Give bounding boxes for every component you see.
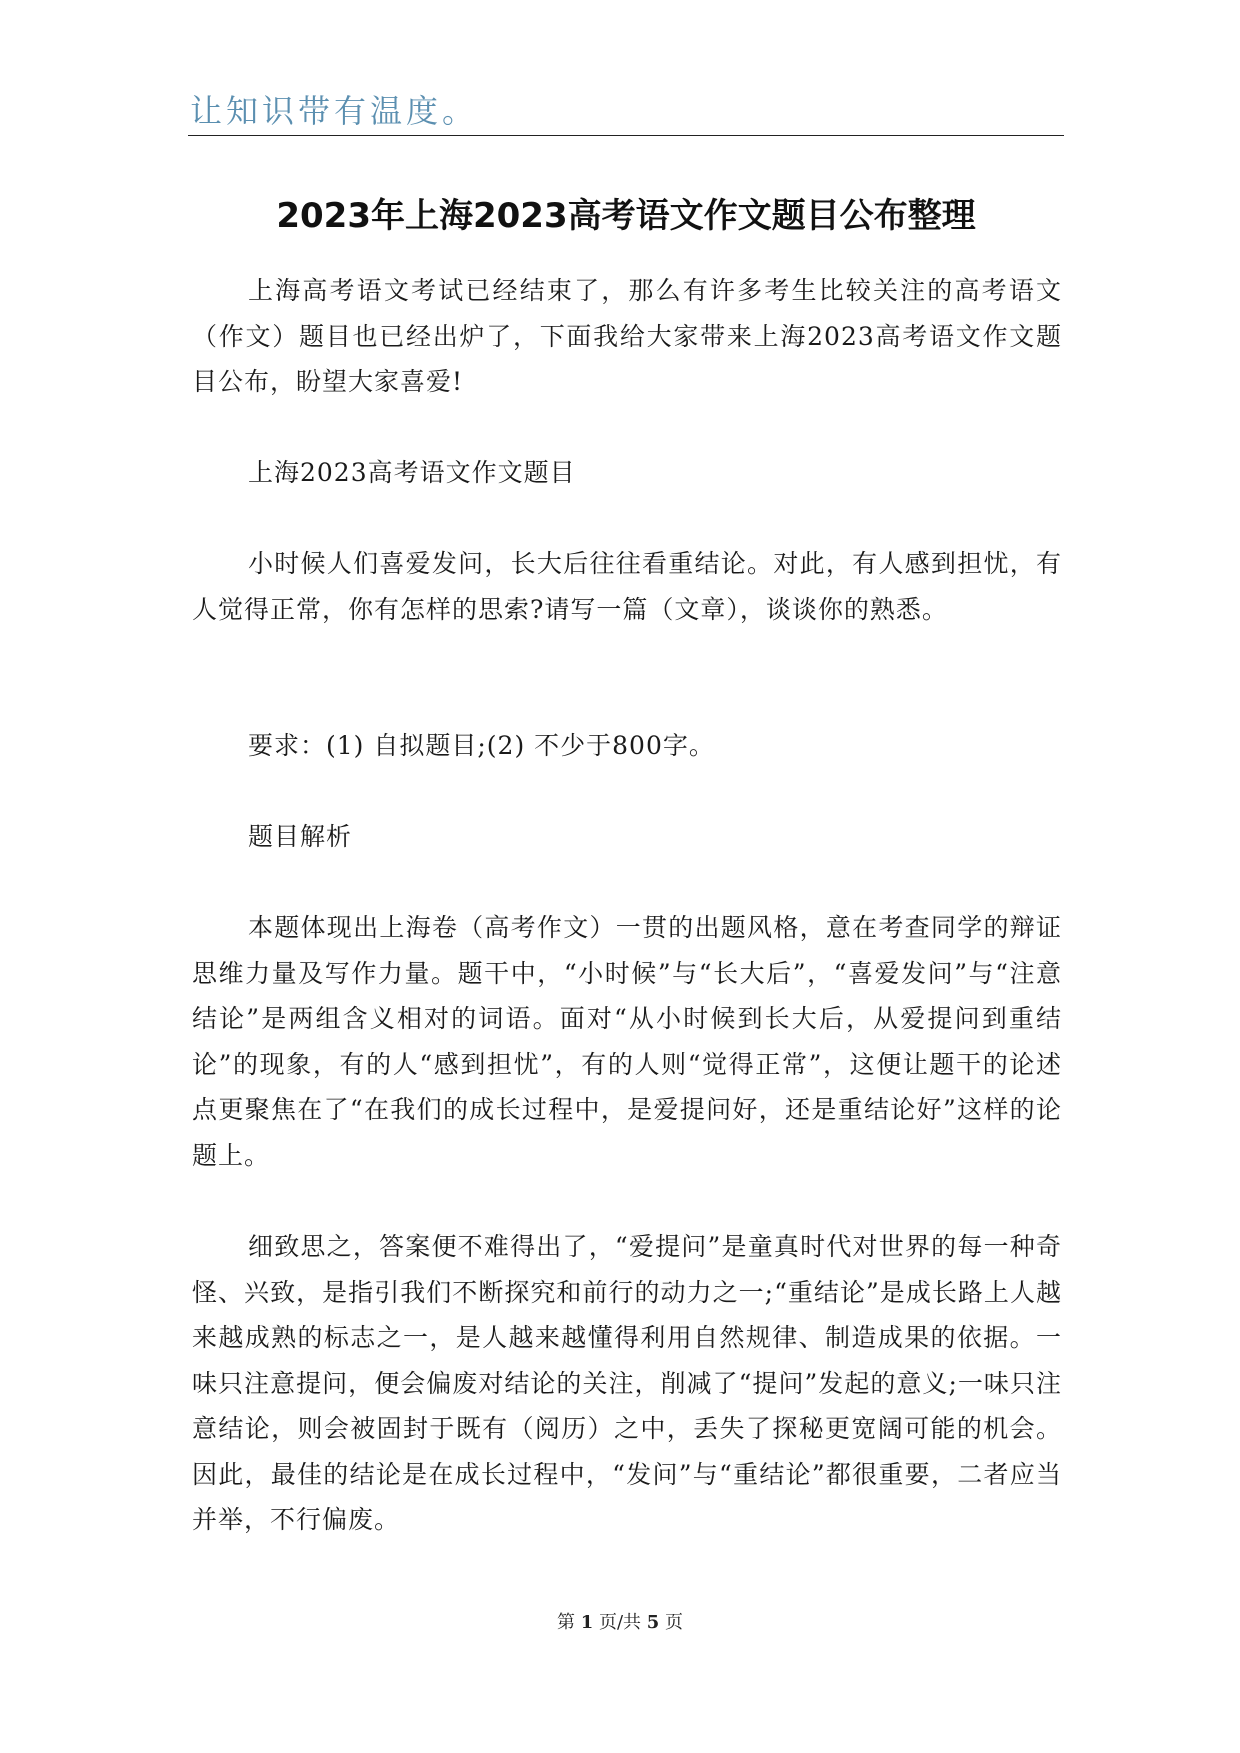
paragraph-analysis: 本题体现出上海卷（高考作文）一贯的出题风格，意在考查同学的辩证思维力量及写作力量。题干中，“小时候”与“长大后”，“喜爱发问”与“注意结论”是两组含义相对的词语。面对“从小时候到长大后，从爱提问到重结论”的现象，有的人“感到担忧”，有的人则“觉得正常”，这便让题干的论述点更聚焦在了“在我们的成长过程中，是爱提问好，还是重结论好”这样的论题上。	[192, 913, 1062, 1170]
footer-suffix: 页	[665, 1612, 684, 1633]
section-heading-prompt: 上海2023高考语文作文题目	[248, 458, 576, 487]
page-footer	[0, 1608, 1240, 1634]
footer-prefix: 第	[556, 1612, 575, 1633]
paragraph-prompt: 小时候人们喜爱发问，长大后往往看重结论。对此，有人感到担忧，有人觉得正常，你有怎样的思索?请写一篇（文章），谈谈你的熟悉。	[192, 549, 1062, 624]
header-divider	[188, 135, 1064, 136]
paragraph-requirements: 要求：(1) 自拟题目;(2) 不少于800字。	[248, 731, 715, 760]
paragraph-intro: 上海高考语文考试已经结束了，那么有许多考生比较关注的高考语文（作文）题目也已经出炉了，下面我给大家带来上海2023高考语文作文题目公布，盼望大家喜爱!	[192, 276, 1062, 396]
footer-middle: 页/共	[598, 1612, 642, 1633]
header-slogan: 让知识带有温度。	[190, 92, 479, 130]
footer-total-pages: 5	[646, 1612, 660, 1633]
section-heading-analysis: 题目解析	[248, 822, 353, 851]
footer-current-page: 1	[580, 1612, 594, 1633]
document-title: 2023年上海2023高考语文作文题目公布整理	[276, 196, 976, 236]
paragraph-discussion: 细致思之，答案便不难得出了，“爱提问”是童真时代对世界的每一种奇怪、兴致，是指引我们不断探究和前行的动力之一;“重结论”是成长路上人越来越成熟的标志之一，是人越来越懂得利用自然规律、制造成果的依据。一味只注意提问，便会偏废对结论的关注，削减了“提问”发起的意义;一味只注意结论，则会被固封于既有（阅历）之中，丢失了探秘更宽阔可能的机会。因此，最佳的结论是在成长过程中，“发问”与“重结论”都很重要，二者应当并举，不行偏废。	[192, 1232, 1062, 1534]
